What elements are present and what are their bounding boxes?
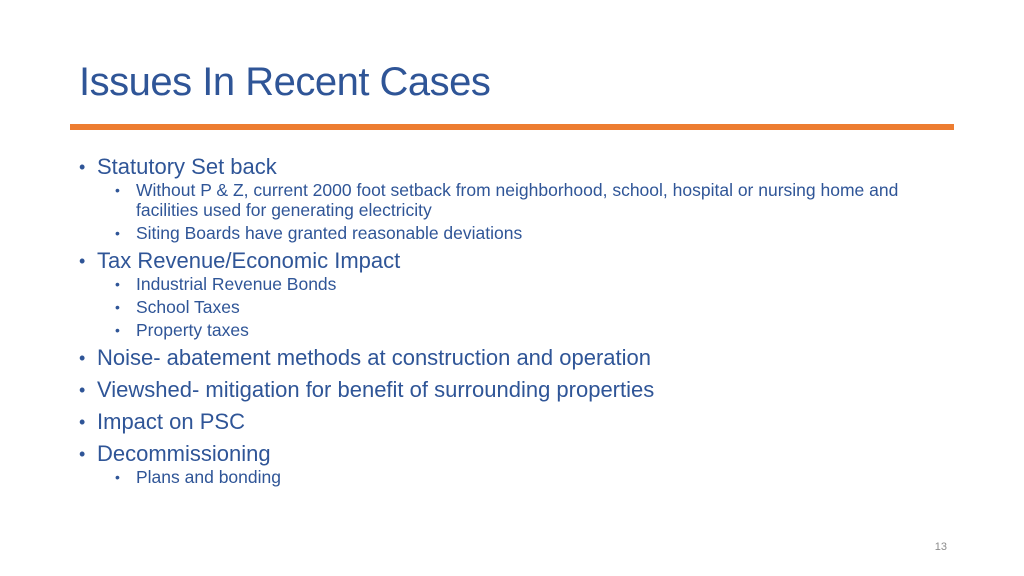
bullet-impact-psc bbox=[79, 407, 939, 437]
sub-bullet-icon: • bbox=[115, 322, 120, 338]
bullet-noise bbox=[79, 343, 939, 373]
sub-bullet-text: Siting Boards have granted reasonable deviations bbox=[136, 223, 523, 243]
bullet-text: Decommissioning bbox=[97, 441, 271, 466]
sub-bullet-text: Without P & Z, current 2000 foot setback from neighborhood, school, hospital or nursing home and facilities used for generating electricity bbox=[136, 180, 899, 220]
bullet-text: Tax Revenue/Economic Impact bbox=[97, 248, 401, 273]
bullet-icon: • bbox=[79, 348, 86, 368]
bullet-list bbox=[79, 150, 939, 490]
sub-bullet-icon: • bbox=[115, 225, 120, 241]
sub-bullet-icon: • bbox=[115, 182, 120, 198]
sub-bullet-item bbox=[79, 223, 939, 243]
bullet-icon: • bbox=[79, 444, 86, 464]
bullet-statutory-setback bbox=[79, 152, 939, 182]
sub-bullet-item bbox=[79, 467, 939, 487]
bullet-icon: • bbox=[79, 157, 86, 177]
sub-bullet-item bbox=[79, 320, 939, 340]
sub-bullet-item bbox=[79, 297, 939, 317]
bullet-icon: • bbox=[79, 380, 86, 400]
bullet-tax-revenue bbox=[79, 246, 939, 276]
sub-bullet-text: School Taxes bbox=[136, 297, 240, 317]
bullet-text: Statutory Set back bbox=[97, 154, 277, 179]
bullet-text: Viewshed- mitigation for benefit of surrounding properties bbox=[97, 377, 655, 402]
sub-bullet-icon: • bbox=[115, 299, 120, 315]
bullet-viewshed bbox=[79, 375, 939, 405]
bullet-icon: • bbox=[79, 251, 86, 271]
sub-bullet-text: Property taxes bbox=[136, 320, 249, 340]
sub-bullet-icon: • bbox=[115, 276, 120, 292]
sub-bullet-icon: • bbox=[115, 469, 120, 485]
page-number: 13 bbox=[934, 541, 947, 553]
sub-bullet-item bbox=[79, 180, 939, 220]
sub-bullet-text: Industrial Revenue Bonds bbox=[136, 274, 337, 294]
bullet-text: Impact on PSC bbox=[97, 409, 245, 434]
sub-bullet-text: Plans and bonding bbox=[136, 467, 281, 487]
bullet-decommissioning bbox=[79, 439, 939, 469]
bullet-text: Noise- abatement methods at construction and operation bbox=[97, 345, 651, 370]
title-underline bbox=[70, 124, 954, 130]
sub-bullet-item bbox=[79, 274, 939, 294]
sub-bullet-list bbox=[79, 467, 939, 487]
bullet-icon: • bbox=[79, 412, 86, 432]
sub-bullet-list bbox=[79, 180, 939, 243]
slide-title: Issues In Recent Cases bbox=[79, 60, 491, 104]
sub-bullet-list bbox=[79, 274, 939, 340]
